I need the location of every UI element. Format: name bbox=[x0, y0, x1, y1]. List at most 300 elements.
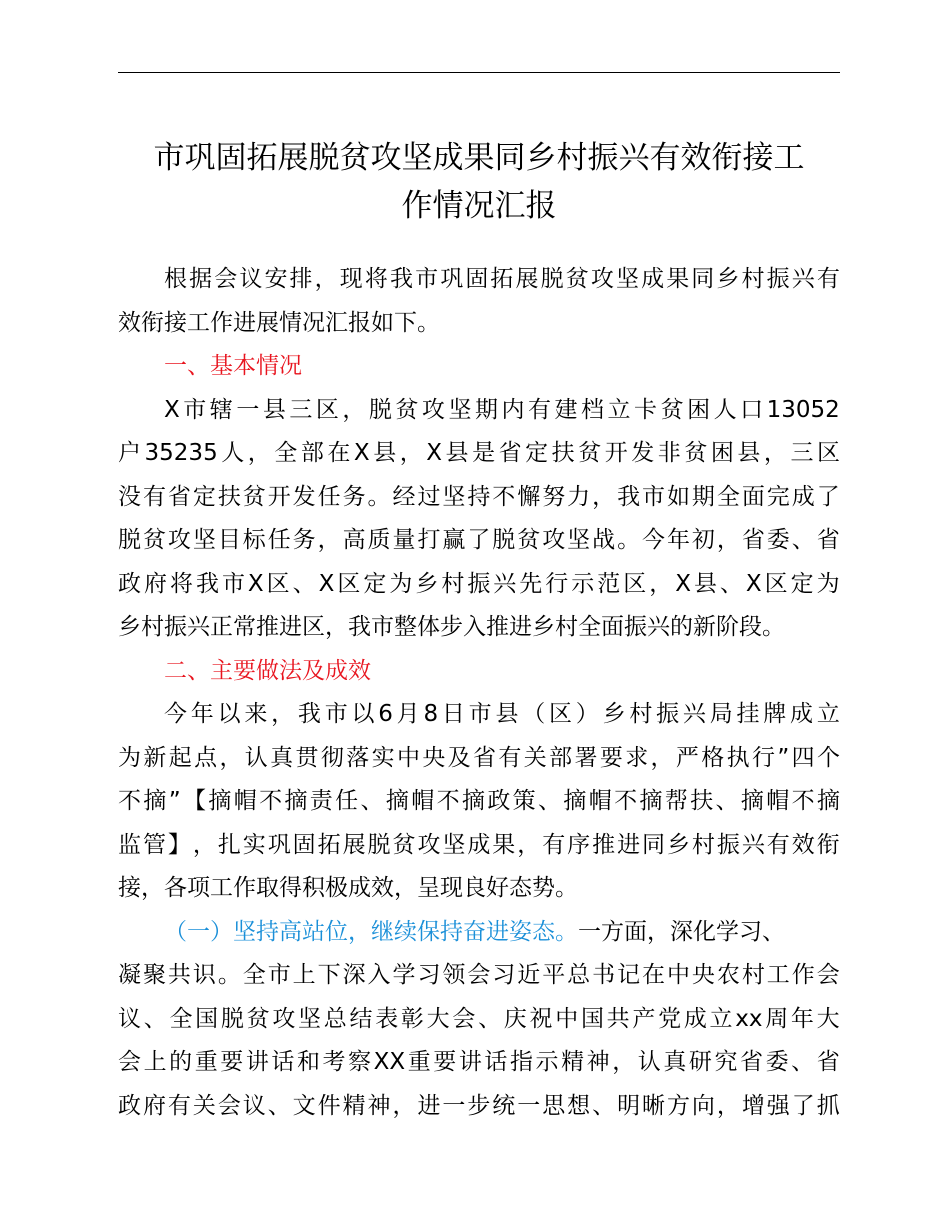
glyph: 成 bbox=[790, 701, 814, 727]
glyph: 贫 bbox=[517, 527, 541, 553]
glyph: 村 bbox=[441, 570, 465, 597]
glyph: 认 bbox=[244, 744, 268, 771]
glyph: 及 bbox=[447, 744, 471, 771]
glyph: 进 bbox=[617, 831, 641, 858]
glyph: 兴 bbox=[791, 266, 815, 292]
glyph: 根 bbox=[164, 266, 187, 292]
glyph: 内 bbox=[501, 396, 525, 423]
glyph: ” bbox=[168, 788, 181, 814]
glyph: 严 bbox=[675, 744, 699, 771]
glyph: 习 bbox=[417, 962, 441, 988]
glyph: 日 bbox=[441, 701, 465, 727]
glyph: 考 bbox=[322, 1049, 346, 1075]
body-line-text bbox=[118, 519, 840, 563]
glyph: 统 bbox=[492, 1092, 516, 1119]
section-heading-text: 二、主要做法及成效 bbox=[164, 657, 371, 684]
glyph: 贫 bbox=[142, 527, 166, 553]
glyph: 贫 bbox=[565, 266, 589, 292]
glyph: 学 bbox=[392, 962, 416, 988]
glyph: 以 bbox=[217, 701, 241, 727]
glyph: 行 bbox=[545, 570, 569, 597]
glyph: 市 bbox=[221, 570, 245, 597]
glyph: 要 bbox=[433, 1049, 457, 1075]
glyph: 立 bbox=[816, 701, 840, 727]
glyph: 市 bbox=[267, 962, 291, 988]
glyph: 署 bbox=[574, 744, 598, 771]
glyph: 今 bbox=[164, 701, 187, 727]
glyph: 拓 bbox=[317, 831, 341, 858]
glyph: 固 bbox=[292, 831, 316, 858]
glyph: 全 bbox=[716, 483, 740, 510]
glyph: 记 bbox=[617, 962, 641, 988]
glyph: X bbox=[745, 570, 762, 597]
glyph: 摘 bbox=[816, 788, 840, 814]
glyph: 效 bbox=[791, 831, 815, 858]
glyph: 任 bbox=[317, 483, 341, 510]
glyph: X bbox=[318, 570, 335, 597]
glyph: 重 bbox=[407, 1049, 431, 1075]
glyph: 固 bbox=[465, 266, 489, 292]
glyph: 部 bbox=[300, 440, 324, 466]
glyph: 个 bbox=[816, 744, 840, 771]
glyph: 求 bbox=[625, 744, 649, 771]
glyph: 经 bbox=[392, 483, 416, 510]
glyph: 果 bbox=[492, 831, 516, 858]
glyph: 。 bbox=[367, 483, 391, 510]
glyph: 中 bbox=[666, 962, 690, 988]
section-heading-measures bbox=[118, 650, 840, 694]
glyph: （ bbox=[522, 701, 546, 727]
glyph: X bbox=[675, 570, 691, 597]
glyph: 新 bbox=[143, 744, 167, 771]
glyph: 省 bbox=[167, 483, 191, 510]
glyph: 我 bbox=[389, 266, 413, 292]
glyph: 。 bbox=[617, 527, 641, 553]
body-line bbox=[118, 563, 840, 607]
glyph: 今 bbox=[642, 527, 666, 553]
glyph: 为 bbox=[118, 744, 141, 771]
glyph: 展 bbox=[515, 266, 539, 292]
glyph: 四 bbox=[791, 744, 815, 771]
glyph: 有 bbox=[766, 831, 790, 858]
glyph: ， bbox=[219, 744, 243, 771]
glyph: 攻 bbox=[590, 266, 614, 292]
glyph: ） bbox=[575, 701, 599, 727]
glyph: 我 bbox=[617, 483, 641, 510]
glyph: 困 bbox=[710, 440, 734, 466]
glyph: 想 bbox=[567, 1092, 591, 1119]
glyph: 我 bbox=[195, 570, 219, 597]
glyph: 议 bbox=[118, 1005, 141, 1032]
glyph: 落 bbox=[346, 744, 370, 771]
glyph: 管 bbox=[142, 831, 166, 858]
glyph: 县 bbox=[693, 570, 717, 597]
glyph: 书 bbox=[592, 962, 616, 988]
glyph: 贫 bbox=[392, 831, 416, 858]
glyph: 实 bbox=[371, 744, 395, 771]
glyph: 赢 bbox=[442, 527, 466, 553]
glyph: 乡 bbox=[666, 831, 690, 858]
glyph: 期 bbox=[474, 396, 498, 423]
glyph: 、 bbox=[478, 1005, 502, 1032]
glyph: 委 bbox=[765, 1049, 789, 1075]
glyph: 务 bbox=[292, 527, 316, 553]
glyph: 讲 bbox=[458, 1049, 482, 1075]
glyph: ， bbox=[612, 1049, 636, 1075]
glyph: 省 bbox=[473, 744, 497, 771]
glyph: 乡 bbox=[716, 266, 740, 292]
glyph: 作 bbox=[791, 962, 815, 988]
glyph: 。 bbox=[217, 962, 241, 988]
glyph: 在 bbox=[327, 440, 351, 466]
glyph: 牌 bbox=[763, 701, 787, 727]
glyph: 不 bbox=[614, 788, 638, 814]
glyph: 坚 bbox=[442, 483, 466, 510]
glyph: 口 bbox=[740, 396, 764, 423]
body-line-text bbox=[118, 563, 840, 607]
glyph: 全 bbox=[274, 440, 298, 466]
body-line-text: 乡村振兴正常推进区，我市整体步入推进乡村全面振兴的新阶段。 bbox=[118, 614, 785, 640]
body-line bbox=[118, 737, 840, 781]
glyph: 市 bbox=[468, 701, 492, 727]
glyph: 坚 bbox=[442, 831, 466, 858]
glyph: 实 bbox=[242, 831, 266, 858]
glyph: 摘 bbox=[563, 788, 587, 814]
glyph: ， bbox=[650, 744, 674, 771]
glyph: 同 bbox=[642, 831, 666, 858]
glyph: 入 bbox=[367, 962, 391, 988]
glyph: 一 bbox=[517, 1092, 541, 1119]
glyph: 贫 bbox=[684, 440, 708, 466]
glyph: 努 bbox=[542, 483, 566, 510]
glyph: 立 bbox=[709, 1005, 733, 1032]
glyph: 产 bbox=[632, 1005, 656, 1032]
glyph: 户 bbox=[118, 440, 141, 466]
glyph: 指 bbox=[509, 1049, 533, 1075]
glyph: 区 bbox=[623, 570, 647, 597]
glyph: 祝 bbox=[529, 1005, 553, 1032]
glyph: 察 bbox=[348, 1049, 372, 1075]
glyph: ， bbox=[271, 701, 295, 727]
glyph: 标 bbox=[242, 527, 266, 553]
glyph: X bbox=[426, 440, 443, 466]
body-line bbox=[118, 780, 840, 824]
glyph: 精 bbox=[342, 1092, 366, 1119]
glyph: 央 bbox=[422, 744, 446, 771]
glyph: 晰 bbox=[642, 1092, 666, 1119]
glyph: 帽 bbox=[766, 788, 790, 814]
glyph: 要 bbox=[220, 1049, 244, 1075]
glyph: 发 bbox=[292, 483, 316, 510]
glyph: 年 bbox=[666, 527, 690, 553]
glyph: 抓 bbox=[816, 1092, 840, 1119]
glyph: 摘 bbox=[639, 788, 663, 814]
glyph: 究 bbox=[714, 1049, 738, 1075]
glyph: 认 bbox=[637, 1049, 661, 1075]
body-line bbox=[118, 867, 840, 911]
glyph: X bbox=[164, 396, 180, 423]
glyph: 上 bbox=[143, 1049, 167, 1075]
glyph: 展 bbox=[342, 831, 366, 858]
glyph: 成 bbox=[791, 483, 815, 510]
glyph: 攻 bbox=[417, 831, 441, 858]
glyph: 过 bbox=[417, 483, 441, 510]
glyph: X bbox=[247, 570, 264, 597]
glyph: 不 bbox=[436, 788, 460, 814]
glyph: 摘 bbox=[143, 788, 167, 814]
glyph: 完 bbox=[766, 483, 790, 510]
glyph: 大 bbox=[426, 1005, 450, 1032]
glyph: 了 bbox=[791, 1092, 815, 1119]
glyph: 同 bbox=[691, 266, 715, 292]
glyph: 巩 bbox=[440, 266, 464, 292]
glyph: 坚 bbox=[615, 266, 639, 292]
glyph: 识 bbox=[192, 962, 216, 988]
glyph: 区 bbox=[764, 570, 788, 597]
glyph: 摘 bbox=[208, 788, 232, 814]
glyph: 文 bbox=[292, 1092, 316, 1119]
glyph: 不 bbox=[791, 788, 815, 814]
glyph: X bbox=[353, 440, 370, 466]
glyph: 三 bbox=[790, 440, 814, 466]
glyph: 委 bbox=[766, 527, 790, 553]
glyph: 攻 bbox=[272, 1005, 296, 1032]
glyph: 责 bbox=[309, 788, 333, 814]
glyph: 共 bbox=[606, 1005, 630, 1032]
glyph: 有 bbox=[542, 831, 566, 858]
glyph: 坚 bbox=[448, 396, 472, 423]
title-line-2: 作情况汇报 bbox=[401, 188, 557, 224]
glyph: 建 bbox=[554, 396, 578, 423]
glyph: 国 bbox=[195, 1005, 219, 1032]
glyph: 区 bbox=[315, 396, 339, 423]
glyph: 进 bbox=[417, 1092, 441, 1119]
body-line-text: 接，各项工作取得积极成效，呈现良好态势。 bbox=[118, 875, 578, 901]
glyph: 政 bbox=[487, 788, 511, 814]
body-line bbox=[118, 1041, 840, 1085]
glyph: 话 bbox=[484, 1049, 508, 1075]
glyph: 档 bbox=[581, 396, 605, 423]
glyph: 结 bbox=[349, 1005, 373, 1032]
glyph: 任 bbox=[267, 527, 291, 553]
glyph: 区 bbox=[266, 570, 290, 597]
glyph: 全 bbox=[169, 1005, 193, 1032]
glyph: 贯 bbox=[295, 744, 319, 771]
glyph: 一 bbox=[236, 396, 260, 423]
glyph: 贫 bbox=[660, 396, 684, 423]
glyph: 格 bbox=[701, 744, 725, 771]
glyph: 关 bbox=[192, 1092, 216, 1119]
glyph: 深 bbox=[342, 962, 366, 988]
glyph: 攻 bbox=[421, 396, 445, 423]
glyph: 共 bbox=[167, 962, 191, 988]
glyph: 一 bbox=[442, 1092, 466, 1119]
glyph: ， bbox=[592, 483, 616, 510]
glyph: ， bbox=[392, 1092, 416, 1119]
glyph: 真 bbox=[270, 744, 294, 771]
glyph: 重 bbox=[194, 1049, 218, 1075]
glyph: 方 bbox=[666, 1092, 690, 1119]
glyph: 定 bbox=[525, 440, 549, 466]
glyph: 衔 bbox=[816, 831, 840, 858]
glyph: 总 bbox=[323, 1005, 347, 1032]
glyph: 市 bbox=[183, 396, 207, 423]
glyph: 帽 bbox=[233, 788, 257, 814]
glyph: 非 bbox=[657, 440, 681, 466]
glyph: 开 bbox=[604, 440, 628, 466]
body-line-text bbox=[118, 824, 840, 868]
glyph: 没 bbox=[118, 483, 141, 510]
glyph: 点 bbox=[194, 744, 218, 771]
glyph: 成 bbox=[467, 831, 491, 858]
glyph: 质 bbox=[367, 527, 391, 553]
body-line-text bbox=[118, 737, 840, 781]
glyph: 三 bbox=[289, 396, 313, 423]
glyph: ， bbox=[517, 831, 541, 858]
glyph: 会 bbox=[214, 266, 238, 292]
glyph: 振 bbox=[656, 701, 680, 727]
glyph: 步 bbox=[467, 1092, 491, 1119]
glyph: 和 bbox=[296, 1049, 320, 1075]
glyph: 乡 bbox=[602, 701, 626, 727]
glyph: 据 bbox=[189, 266, 213, 292]
glyph: 以 bbox=[351, 701, 375, 727]
glyph: 高 bbox=[342, 527, 366, 553]
glyph: 示 bbox=[535, 1049, 559, 1075]
glyph: 攻 bbox=[167, 527, 191, 553]
glyph: 兴 bbox=[741, 831, 765, 858]
glyph: 央 bbox=[691, 962, 715, 988]
glyph: 真 bbox=[663, 1049, 687, 1075]
glyph: 6 bbox=[378, 701, 393, 727]
glyph: 平 bbox=[542, 962, 566, 988]
glyph: 府 bbox=[143, 570, 167, 597]
glyph: 将 bbox=[364, 266, 388, 292]
glyph: 关 bbox=[523, 744, 547, 771]
glyph: 月 bbox=[396, 701, 420, 727]
glyph: 战 bbox=[592, 527, 616, 553]
body-line-text bbox=[164, 693, 840, 737]
glyph: 人 bbox=[221, 440, 245, 466]
section-heading-basic bbox=[118, 345, 840, 389]
glyph: 、 bbox=[292, 570, 316, 597]
glyph: 辖 bbox=[209, 396, 233, 423]
glyph: ， bbox=[314, 266, 338, 292]
glyph: 、 bbox=[538, 788, 562, 814]
glyph: 持 bbox=[467, 483, 491, 510]
glyph: 兴 bbox=[682, 701, 706, 727]
glyph: ” bbox=[777, 744, 790, 771]
glyph: 县 bbox=[737, 440, 761, 466]
glyph: ， bbox=[716, 527, 740, 553]
glyph: 有 bbox=[167, 1092, 191, 1119]
glyph: 表 bbox=[375, 1005, 399, 1032]
glyph: 会 bbox=[217, 1092, 241, 1119]
glyph: 强 bbox=[766, 1092, 790, 1119]
glyph: 立 bbox=[607, 396, 631, 423]
glyph: 省 bbox=[741, 527, 765, 553]
glyph: 不 bbox=[259, 788, 283, 814]
glyph: 监 bbox=[118, 831, 141, 858]
glyph: 成 bbox=[641, 266, 665, 292]
glyph: 乡 bbox=[415, 570, 439, 597]
glyph: 坚 bbox=[192, 527, 216, 553]
glyph: 序 bbox=[567, 831, 591, 858]
glyph: 政 bbox=[118, 570, 141, 597]
glyph: 了 bbox=[467, 527, 491, 553]
glyph: 脱 bbox=[540, 266, 564, 292]
glyph: 为 bbox=[389, 570, 413, 597]
glyph: 拓 bbox=[490, 266, 514, 292]
glyph: 如 bbox=[666, 483, 690, 510]
glyph: 范 bbox=[597, 570, 621, 597]
glyph: 有 bbox=[498, 744, 522, 771]
glyph: 会 bbox=[118, 1049, 141, 1075]
top-rule bbox=[118, 72, 840, 73]
glyph: 周 bbox=[765, 1005, 789, 1032]
glyph: xx bbox=[735, 1005, 763, 1032]
glyph: 坚 bbox=[298, 1005, 322, 1032]
glyph: 会 bbox=[452, 1005, 476, 1032]
glyph: 村 bbox=[741, 962, 765, 988]
glyph: 务 bbox=[342, 483, 366, 510]
glyph: 期 bbox=[691, 483, 715, 510]
glyph: 巩 bbox=[267, 831, 291, 858]
glyph: 攻 bbox=[542, 527, 566, 553]
glyph: 执 bbox=[726, 744, 750, 771]
glyph: 策 bbox=[512, 788, 536, 814]
glyph: 帮 bbox=[664, 788, 688, 814]
glyph: 区 bbox=[337, 570, 361, 597]
glyph: 、 bbox=[592, 1092, 616, 1119]
body-line bbox=[118, 693, 840, 737]
glyph: 定 bbox=[790, 570, 814, 597]
glyph: 35235 bbox=[144, 440, 218, 466]
glyph: 有 bbox=[142, 483, 166, 510]
glyph: 懈 bbox=[517, 483, 541, 510]
glyph: ， bbox=[317, 527, 341, 553]
glyph: 明 bbox=[617, 1092, 641, 1119]
glyph: 脱 bbox=[118, 527, 141, 553]
glyph: 目 bbox=[217, 527, 241, 553]
glyph: 】 bbox=[167, 831, 191, 858]
glyph: 振 bbox=[766, 266, 790, 292]
glyph: 面 bbox=[741, 483, 765, 510]
glyph: 13052 bbox=[766, 396, 840, 423]
glyph: 不 bbox=[492, 483, 516, 510]
glyph: 初 bbox=[691, 527, 715, 553]
glyph: 县 bbox=[373, 440, 397, 466]
glyph: 大 bbox=[816, 1005, 840, 1032]
glyph: ， bbox=[763, 440, 787, 466]
glyph: 年 bbox=[190, 701, 214, 727]
glyph: XX bbox=[373, 1049, 406, 1075]
glyph: 困 bbox=[687, 396, 711, 423]
glyph: 党 bbox=[658, 1005, 682, 1032]
glyph: 县 bbox=[445, 440, 469, 466]
glyph: ， bbox=[247, 440, 271, 466]
glyph: 贫 bbox=[395, 396, 419, 423]
glyph: 起 bbox=[168, 744, 192, 771]
subheading-one: （一）坚持高站位，继续保持奋进姿态。 bbox=[164, 918, 578, 945]
glyph: 国 bbox=[580, 1005, 604, 1032]
glyph: 卡 bbox=[634, 396, 658, 423]
glyph: 思 bbox=[542, 1092, 566, 1119]
glyph: 神 bbox=[367, 1092, 391, 1119]
body-line-text bbox=[118, 780, 840, 824]
document-body bbox=[118, 258, 840, 1128]
glyph: 发 bbox=[631, 440, 655, 466]
